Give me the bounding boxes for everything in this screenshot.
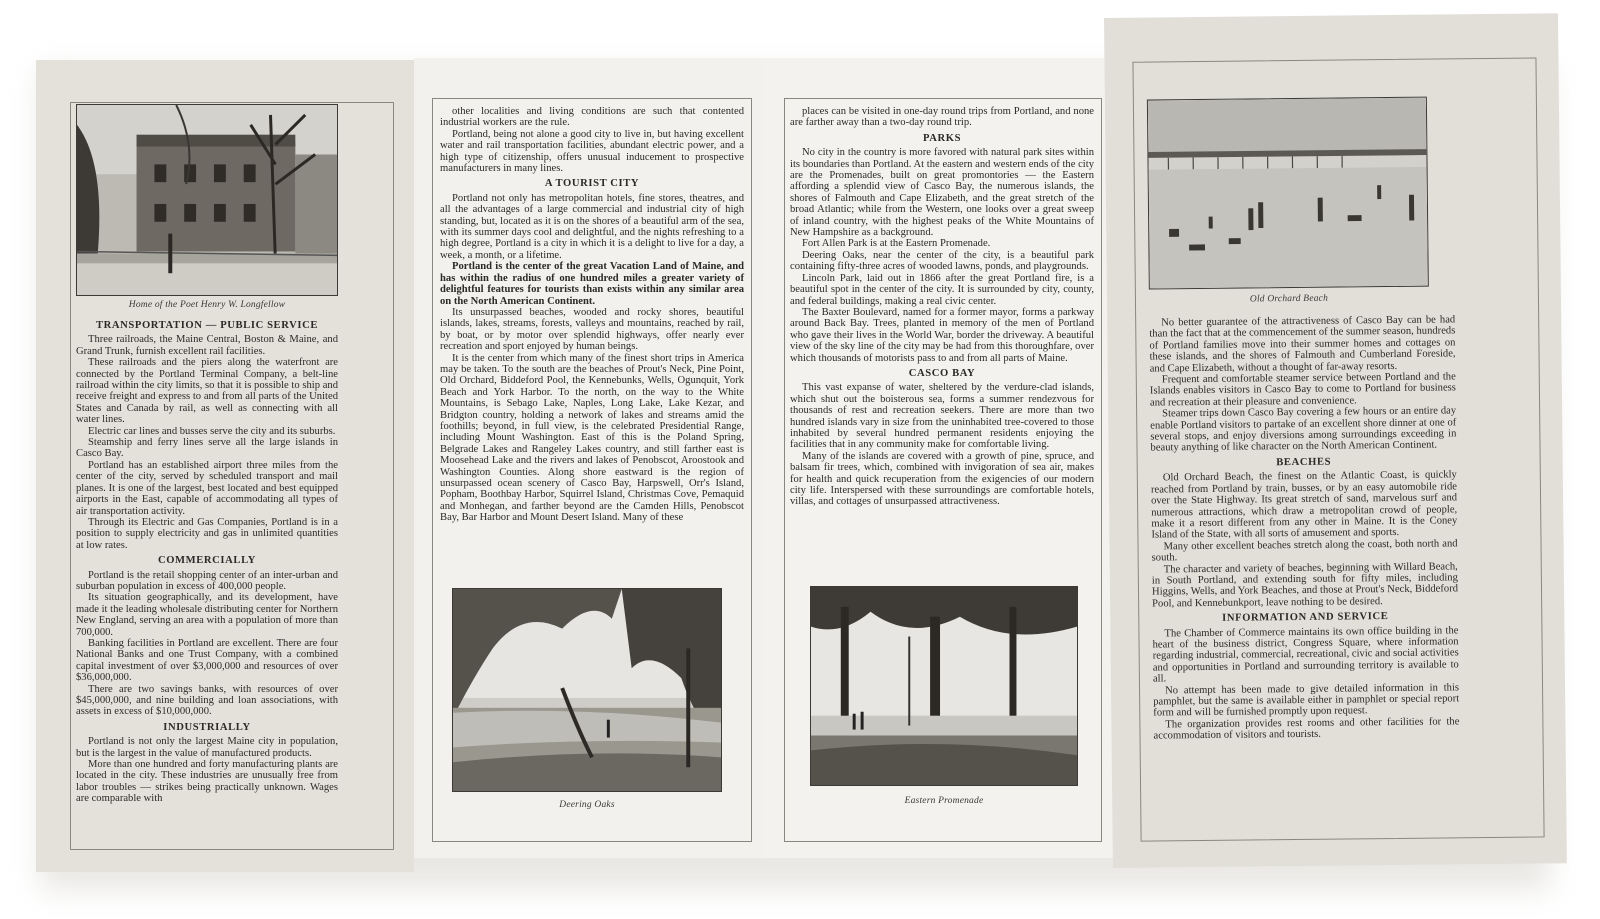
section-heading: PARKS xyxy=(922,132,962,144)
paragraph: The Baxter Boulevard, named for a former mayor, forms a parkway around Back Bay. Trees, planted in memory of the men of Portland who gave their lives in the World War, border the driveway. A beautiful view of the sky line of the city may be had from this thoroughfare, over which thousands of motorists pass to and from all parts of Maine. xyxy=(790,306,1094,364)
paragraph: More than one hundred and forty manufacturing plants are located in the city. These industries are unusually free from labor troubles — strikes being practically unknown. Wages are comparable with xyxy=(76,759,338,805)
paragraph: Old Orchard Beach, the finest on the Atlantic Coast, is quickly reached from Portland by train, busses, or by an easy automobile ride over the State Highway. Its great stretch of sand, marvelous surf and numerous attractions, which draw a metropolitan crowd of people, make it a resort different from any other in Maine. It is the Coney Island of the State, with all sorts of amusement and sports. xyxy=(1150,469,1458,541)
brochure-panel-2 xyxy=(414,58,762,858)
deering-oaks-photo xyxy=(452,588,722,792)
paragraph: Portland, being not alone a good city to live in, but having excellent water and rail transportation facilities, abundant electric power, and a high type of citizenship, offers unusual inducement to prospective manufacturers in many lines. xyxy=(440,128,744,175)
section-heading: A TOURIST CITY xyxy=(544,178,640,190)
text-column-2 xyxy=(440,106,744,524)
paragraph: No better guarantee of the attractiveness of Casco Bay can be had than the fact that at the commencement of the summer season, hundreds of Portland families move into their summer homes and cottages on these islands, and the shores of Falmouth and Cumberland Foreside, and Cape Elizabeth, without a thought of far-away resorts. xyxy=(1149,314,1456,375)
paragraph: Deering Oaks, near the center of the city, is a beautiful park containing fifty-three acres of wooded lawns, ponds, and playgrounds. xyxy=(790,249,1094,273)
brochure-panel-4 xyxy=(1104,13,1567,868)
paragraph: Portland is not only the largest Maine city in population, but is the largest in the value of manufactured products. xyxy=(76,736,338,759)
section-heading: BEACHES xyxy=(1276,456,1332,469)
paragraph: Through its Electric and Gas Companies, Portland is in a position to supply electricity and gas in unlimited quantities at low rates. xyxy=(76,516,338,551)
paragraph: Electric car lines and busses serve the city and its suburbs. xyxy=(88,425,336,437)
paragraph: other localities and living conditions are such that contented industrial workers are the rule. xyxy=(440,106,744,129)
paragraph: places can be visited in one-day round trips from Portland, and none are farther away than a two-day round trip. xyxy=(790,106,1094,129)
paragraph: Many other excellent beaches stretch along the coast, both north and south. xyxy=(1151,538,1458,564)
section-heading: TRANSPORTATION — PUBLIC SERVICE xyxy=(95,320,318,331)
paragraph: Portland has an established airport three miles from the center of the city, served by scheduled transport and mail planes. It is one of the largest, best located and best equipped airports in the East, capable of accommodating all types of air transportation activity. xyxy=(76,459,338,517)
section-heading: INDUSTRIALLY xyxy=(163,721,251,733)
paragraph: Fort Allen Park is at the Eastern Promenade. xyxy=(802,238,991,250)
brochure-panel-1 xyxy=(36,60,414,872)
paragraph: Its unsurpassed beaches, wooded and rocky shores, beautiful islands, lakes, streams, forests, valleys and mountains, reached by rail, by boat, or by motor over splendid highways, offer nearly ever recreation and sport enjoyed by human beings. xyxy=(440,306,744,353)
photo-caption: Deering Oaks xyxy=(559,800,615,810)
section-heading: CASCO BAY xyxy=(908,367,976,379)
paragraph: Lincoln Park, laid out in 1866 after the great Portland fire, is a beautiful spot in the center of the city. It is surrounded by city, county, and federal buildings, making a real civic center. xyxy=(790,272,1094,307)
paragraph: The organization provides rest rooms and other facilities for the accommodation of visitors and tourists. xyxy=(1153,716,1460,742)
paragraph: The character and variety of beaches, beginning with Willard Beach, in South Portland, and extending south for fifty miles, including Higgins, Wells, and York Beaches, and those at Prout's Neck, Biddeford Pool, and Kennebunkport, leave nothing to be desired. xyxy=(1151,560,1459,610)
longfellow-house-photo xyxy=(76,104,338,296)
paragraph: Three railroads, the Maine Central, Boston & Maine, and Grand Trunk, furnish excellent rail facilities. xyxy=(76,334,338,357)
paragraph: The Chamber of Commerce maintains its own office building in the heart of the business district, Congress Square, where information regarding industrial, commercial, recreational, civic and social activities and opportunities in Portland and surrounding territory is available to all. xyxy=(1152,624,1459,685)
brochure-panel-3 xyxy=(762,58,1114,858)
paragraph: Many of the islands are covered with a growth of pine, spruce, and balsam fir trees, which, combined with invigoration of sea air, makes for health and quick recuperation from the exigencies of our modern city life. Interspersed with these surroundings are comfortable hotels, villas, and cottages of unsurpassed attractiveness. xyxy=(790,450,1094,508)
photo-caption: Old Orchard Beach xyxy=(1249,293,1329,305)
paragraph: There are two savings banks, with resources of over $45,000,000, and nine building and loan associations, with assets in excess of $10,000,000. xyxy=(76,683,338,718)
paragraph: Frequent and comfortable steamer service between Portland and the Islands enables visitors in Casco Bay to come to Portland for business and recreation at their pleasure and convenience. xyxy=(1149,371,1456,409)
paragraph: No attempt has been made to give detailed information in this pamphlet, but the same is available either in pamphlet or special report form and will be furnished promptly upon request. xyxy=(1153,681,1460,719)
paragraph: Steamship and ferry lines serve all the large islands in Casco Bay. xyxy=(76,437,338,460)
paragraph: This vast expanse of water, sheltered by the verdure-clad islands, which shut out the boisterous sea, forms a summer rendezvous for thousands of rest and recreation seekers. There are more than two hundred islands vary in size from the uninhabited tree-covered to those inhabited by several hundred permanent residents enjoying the facilities that in any community make for comfortable living. xyxy=(790,382,1094,451)
old-orchard-beach-photo xyxy=(1147,97,1429,290)
text-column-3 xyxy=(790,106,1094,508)
paragraph: Portland is the center of the great Vacation Land of Maine, and has within the radius of one hundred miles a greater variety of delightful features for tourists than exists within any similar area on the North American Continent. xyxy=(440,261,744,307)
section-heading: COMMERCIALLY xyxy=(157,555,257,567)
paragraph: Portland not only has metropolitan hotels, fine stores, theatres, and all the advantages of a large commercial and industrial city of high standing, but, located as it is on the shores of a beautiful arm of the sea, with its summer days cool and delightful, and the nights refreshing to a high degree, Portland is a city in which it is a delight to live for a day, a week, a month, or a lifetime. xyxy=(440,192,744,261)
photo-caption: Eastern Promenade xyxy=(904,796,984,806)
text-column-1 xyxy=(76,316,338,805)
paragraph: It is the center from which many of the finest short trips in America may be taken. To the south are the beaches of Prout's Neck, Pine Point, Old Orchard, Biddeford Pool, the Kennebunks, Wells, Ogunquit, York Beach and York Harbor. To the north, on the way to the White Mountains, is Sebago Lake, Naples, Long Lake, Lake Kezar, and Bridgton country, holding a network of lakes and streams amid the foothills; beyond, in full view, is the celebrated Presidential Range, including Mount Washington. East of this is the Poland Spring, Belgrade Lakes and Rangeley Lakes country, and still farther east is Moosehead Lake and the rivers and lakes of Penobscot, Aroostook and Washington Counties. Along shore eastward is the region of unsurpassed ocean scenery of Casco Bay, Harpswell, Orr's Island, Popham, Boothbay Harbor, Squirrel Island, Christmas Cove, Pemaquid and Monhegan, and farther beyond are the Camden Hills, Penobscot Bay, Bar Harbor and Mount Desert Island. Many of these xyxy=(440,352,744,524)
paragraph: Portland is the retail shopping center of an inter-urban and suburban population in excess of 400,000 people. xyxy=(76,569,338,592)
paragraph: These railroads and the piers along the waterfront are connected by the Portland Terminal Company, a belt-line railroad within the city limits, so that it is possible to ship and receive freight and express to and from all parts of the United States and Canada by rail, as well as connecting with all water lines. xyxy=(76,357,338,426)
paragraph: Banking facilities in Portland are excellent. There are four National Banks and one Trust Company, with a combined capital investment of over $3,000,000 and resources of over $36,000,000. xyxy=(76,637,338,684)
paragraph: Steamer trips down Casco Bay covering a few hours or an entire day enable Portland visitors to partake of an excellent shore dinner at one of several stops, and enjoy diversions among surroundings exceeding in beauty anything of like character on the North American Continent. xyxy=(1150,405,1457,455)
paragraph: No city in the country is more favored with natural park sites within its boundaries than Portland. At the eastern and western ends of the city are the Promenades, built on great promontories — the Eastern affording a splendid view of Casco Bay, the numerous islands, the shores of Falmouth and Cape Elizabeth, and the great stretch of the broad Atlantic; while from the Western, one looks over a great sweep of inland country, with the highest peaks of the White Mountains of New Hampshire as a background. xyxy=(790,147,1094,239)
section-heading: INFORMATION AND SERVICE xyxy=(1222,611,1389,624)
eastern-promenade-photo xyxy=(810,586,1078,786)
photo-caption: Home of the Poet Henry W. Longfellow xyxy=(128,300,286,310)
paragraph: Its situation geographically, and its development, have made it the leading wholesale distributing center for Northern New England, serving an area with a population of more than 700,000. xyxy=(76,592,338,638)
text-column-4 xyxy=(1149,314,1459,742)
